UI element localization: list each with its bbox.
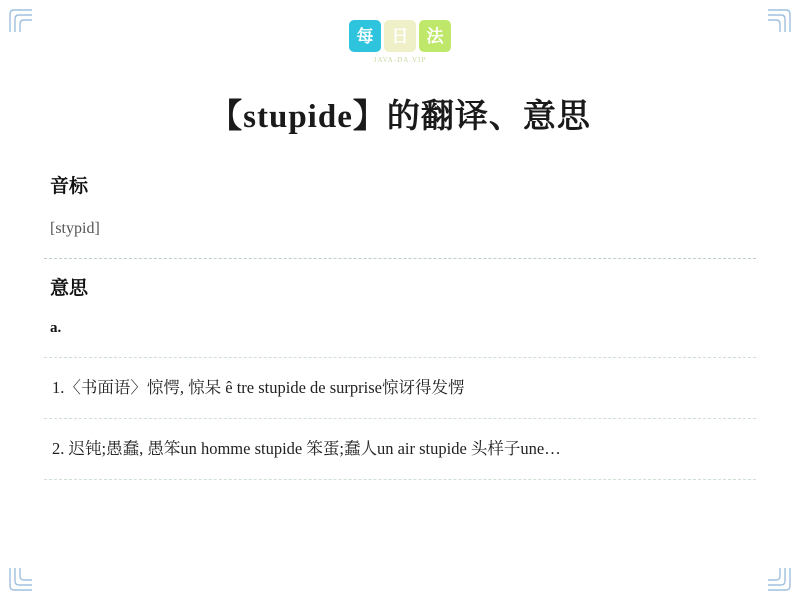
title-word: stupide: [243, 99, 353, 135]
phonetic-value: [stypid]: [50, 220, 100, 237]
title-suffix: 的翻译、意思: [386, 99, 591, 135]
site-logo[interactable]: [44, 20, 756, 64]
meaning-heading: 意思: [50, 278, 89, 299]
divider-3: [44, 418, 756, 419]
page-title: [44, 90, 756, 137]
phonetic-heading: 音标: [50, 176, 89, 197]
logo-badge-3: 法: [419, 20, 451, 52]
definition-entry-1: 1.〈书面语〉惊愕, 惊呆 ê tre stupide de surprise惊讶得发愣: [52, 378, 465, 397]
divider-2: [44, 357, 756, 358]
phonetic-section: [44, 171, 756, 238]
meaning-section: [44, 273, 756, 337]
title-bracket-close: 】: [352, 99, 387, 135]
sense-label: a.: [50, 320, 62, 336]
definition-entry-2: 2. 迟钝;愚蠢, 愚笨un homme stupide 笨蛋;蠢人un air stupide 头样子une…: [52, 439, 561, 458]
logo-badge-1: 每: [349, 20, 381, 52]
divider-4: [44, 479, 756, 480]
logo-badges: [349, 20, 451, 52]
title-bracket-open: 【: [209, 99, 244, 135]
logo-badge-2: 日: [384, 20, 416, 52]
logo-subtitle: JAVA-DA.VIP: [373, 56, 427, 64]
divider-1: [44, 258, 756, 259]
